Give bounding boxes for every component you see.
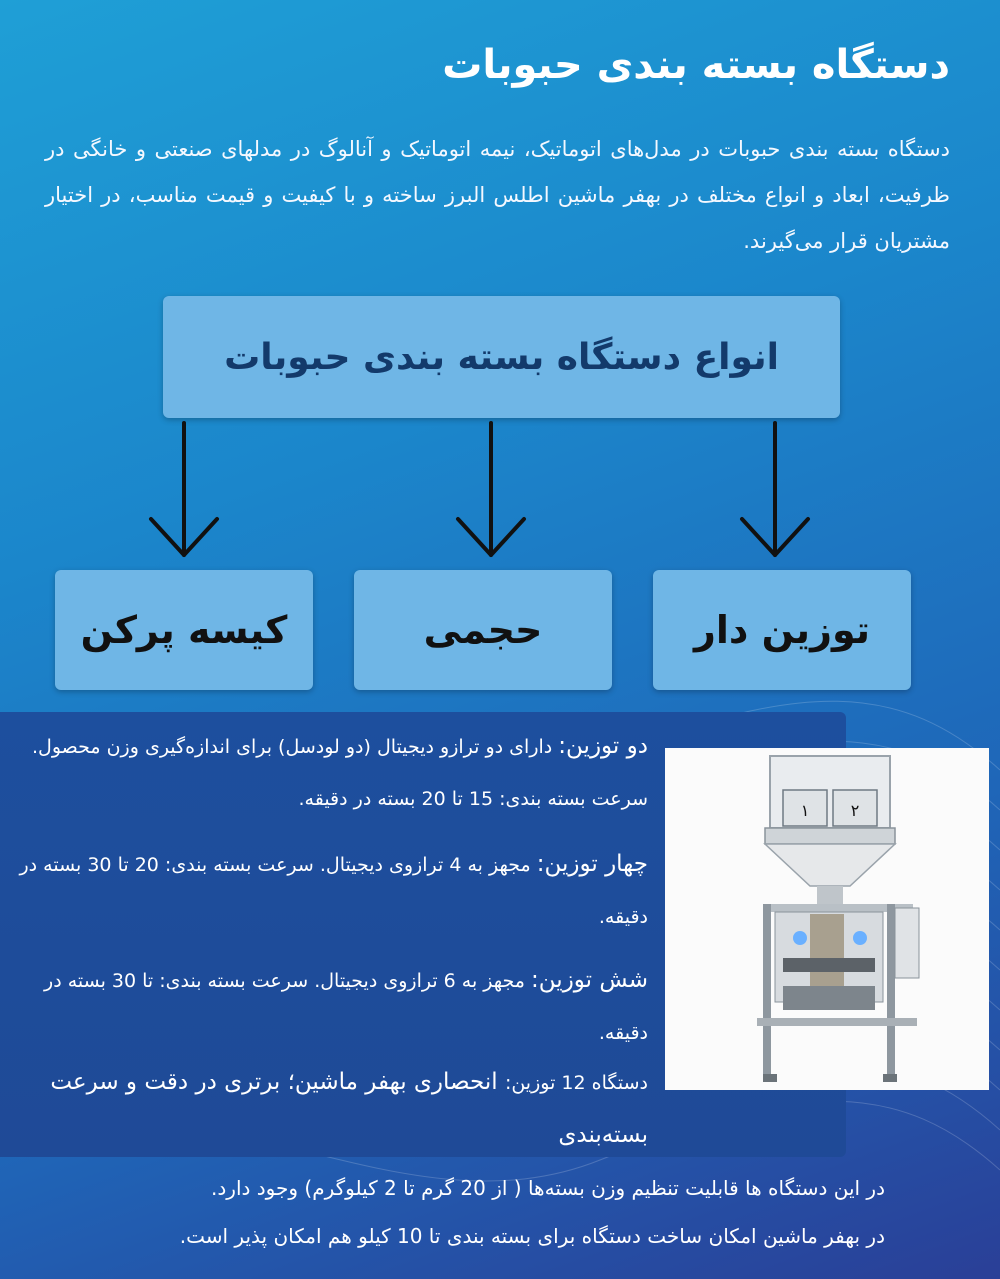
desc-text: مجهز به 4 ترازوی دیجیتال. سرعت بسته بندی: 20 تا 30 بسته در دقیقه. <box>19 854 648 928</box>
intro-paragraph: دستگاه بسته بندی حبوبات در مدل‌های اتوماتیک، نیمه اتوماتیک و آنالوگ در مدلهای صنعتی و خانگی در ظرفیت، ابعاد و انواع مختلف در بهفر ماشین اطلس البرز ساخته و با کیفیت و قیمت مناسب، در اختیار مشتریان قرار می‌گیرند. <box>45 137 950 253</box>
type-box-weighing <box>653 570 911 690</box>
footer-weight-range: در این دستگاه ها قابلیت تنظیم وزن بسته‌ها ( از 20 گرم تا 2 کیلوگرم) وجود دارد. <box>211 1176 885 1200</box>
type-box-bag-filler <box>55 570 313 690</box>
machine-photo <box>665 748 989 1090</box>
type-box-volumetric <box>354 570 612 690</box>
desc-text: انحصاری بهفر ماشین؛ برتری در دقت و سرعت بسته‌بندی <box>50 1069 648 1148</box>
diagram-arrows <box>0 415 1000 575</box>
type-label-volumetric: حجمی <box>423 608 543 652</box>
desc-term: چهار توزین: <box>536 851 648 877</box>
arrow-to-volumetric <box>458 423 524 555</box>
packaging-machine-illustration <box>665 748 989 1090</box>
arrow-to-weighing <box>742 423 808 555</box>
arrow-to-bag-filler <box>151 423 217 555</box>
desc-six-weigher <box>8 954 648 1059</box>
types-heading-label: انواع دستگاه بسته بندی حبوبات <box>224 336 779 378</box>
desc-term: دو توزین: <box>558 733 648 759</box>
type-label-weighing: توزین دار <box>693 608 871 652</box>
footer-custom-build: در بهفر ماشین امکان ساخت دستگاه برای بسته بندی تا 10 کیلو هم امکان پذیر است. <box>179 1224 885 1248</box>
page-title: دستگاه بسته بندی حبوبات <box>442 42 950 88</box>
bin-label-1: ۱ <box>800 801 810 820</box>
types-heading-box <box>163 296 840 418</box>
desc-term: شش توزین: <box>531 967 648 993</box>
desc-twelve-weigher <box>8 1056 648 1161</box>
bin-label-2: ۲ <box>850 801 860 820</box>
desc-text: مجهز به 6 ترازوی دیجیتال. سرعت بسته بندی: تا 30 بسته در دقیقه. <box>44 970 648 1044</box>
desc-term: دستگاه 12 توزین: <box>504 1072 648 1094</box>
desc-two-weigher <box>8 720 648 825</box>
desc-four-weigher <box>8 838 648 943</box>
desc-text: دارای دو ترازو دیجیتال (دو لودسل) برای اندازه‌گیری وزن محصول. سرعت بسته بندی: 15 تا 20 بسته در دقیقه. <box>31 736 648 810</box>
type-label-bag-filler: کیسه پرکن <box>80 608 288 652</box>
